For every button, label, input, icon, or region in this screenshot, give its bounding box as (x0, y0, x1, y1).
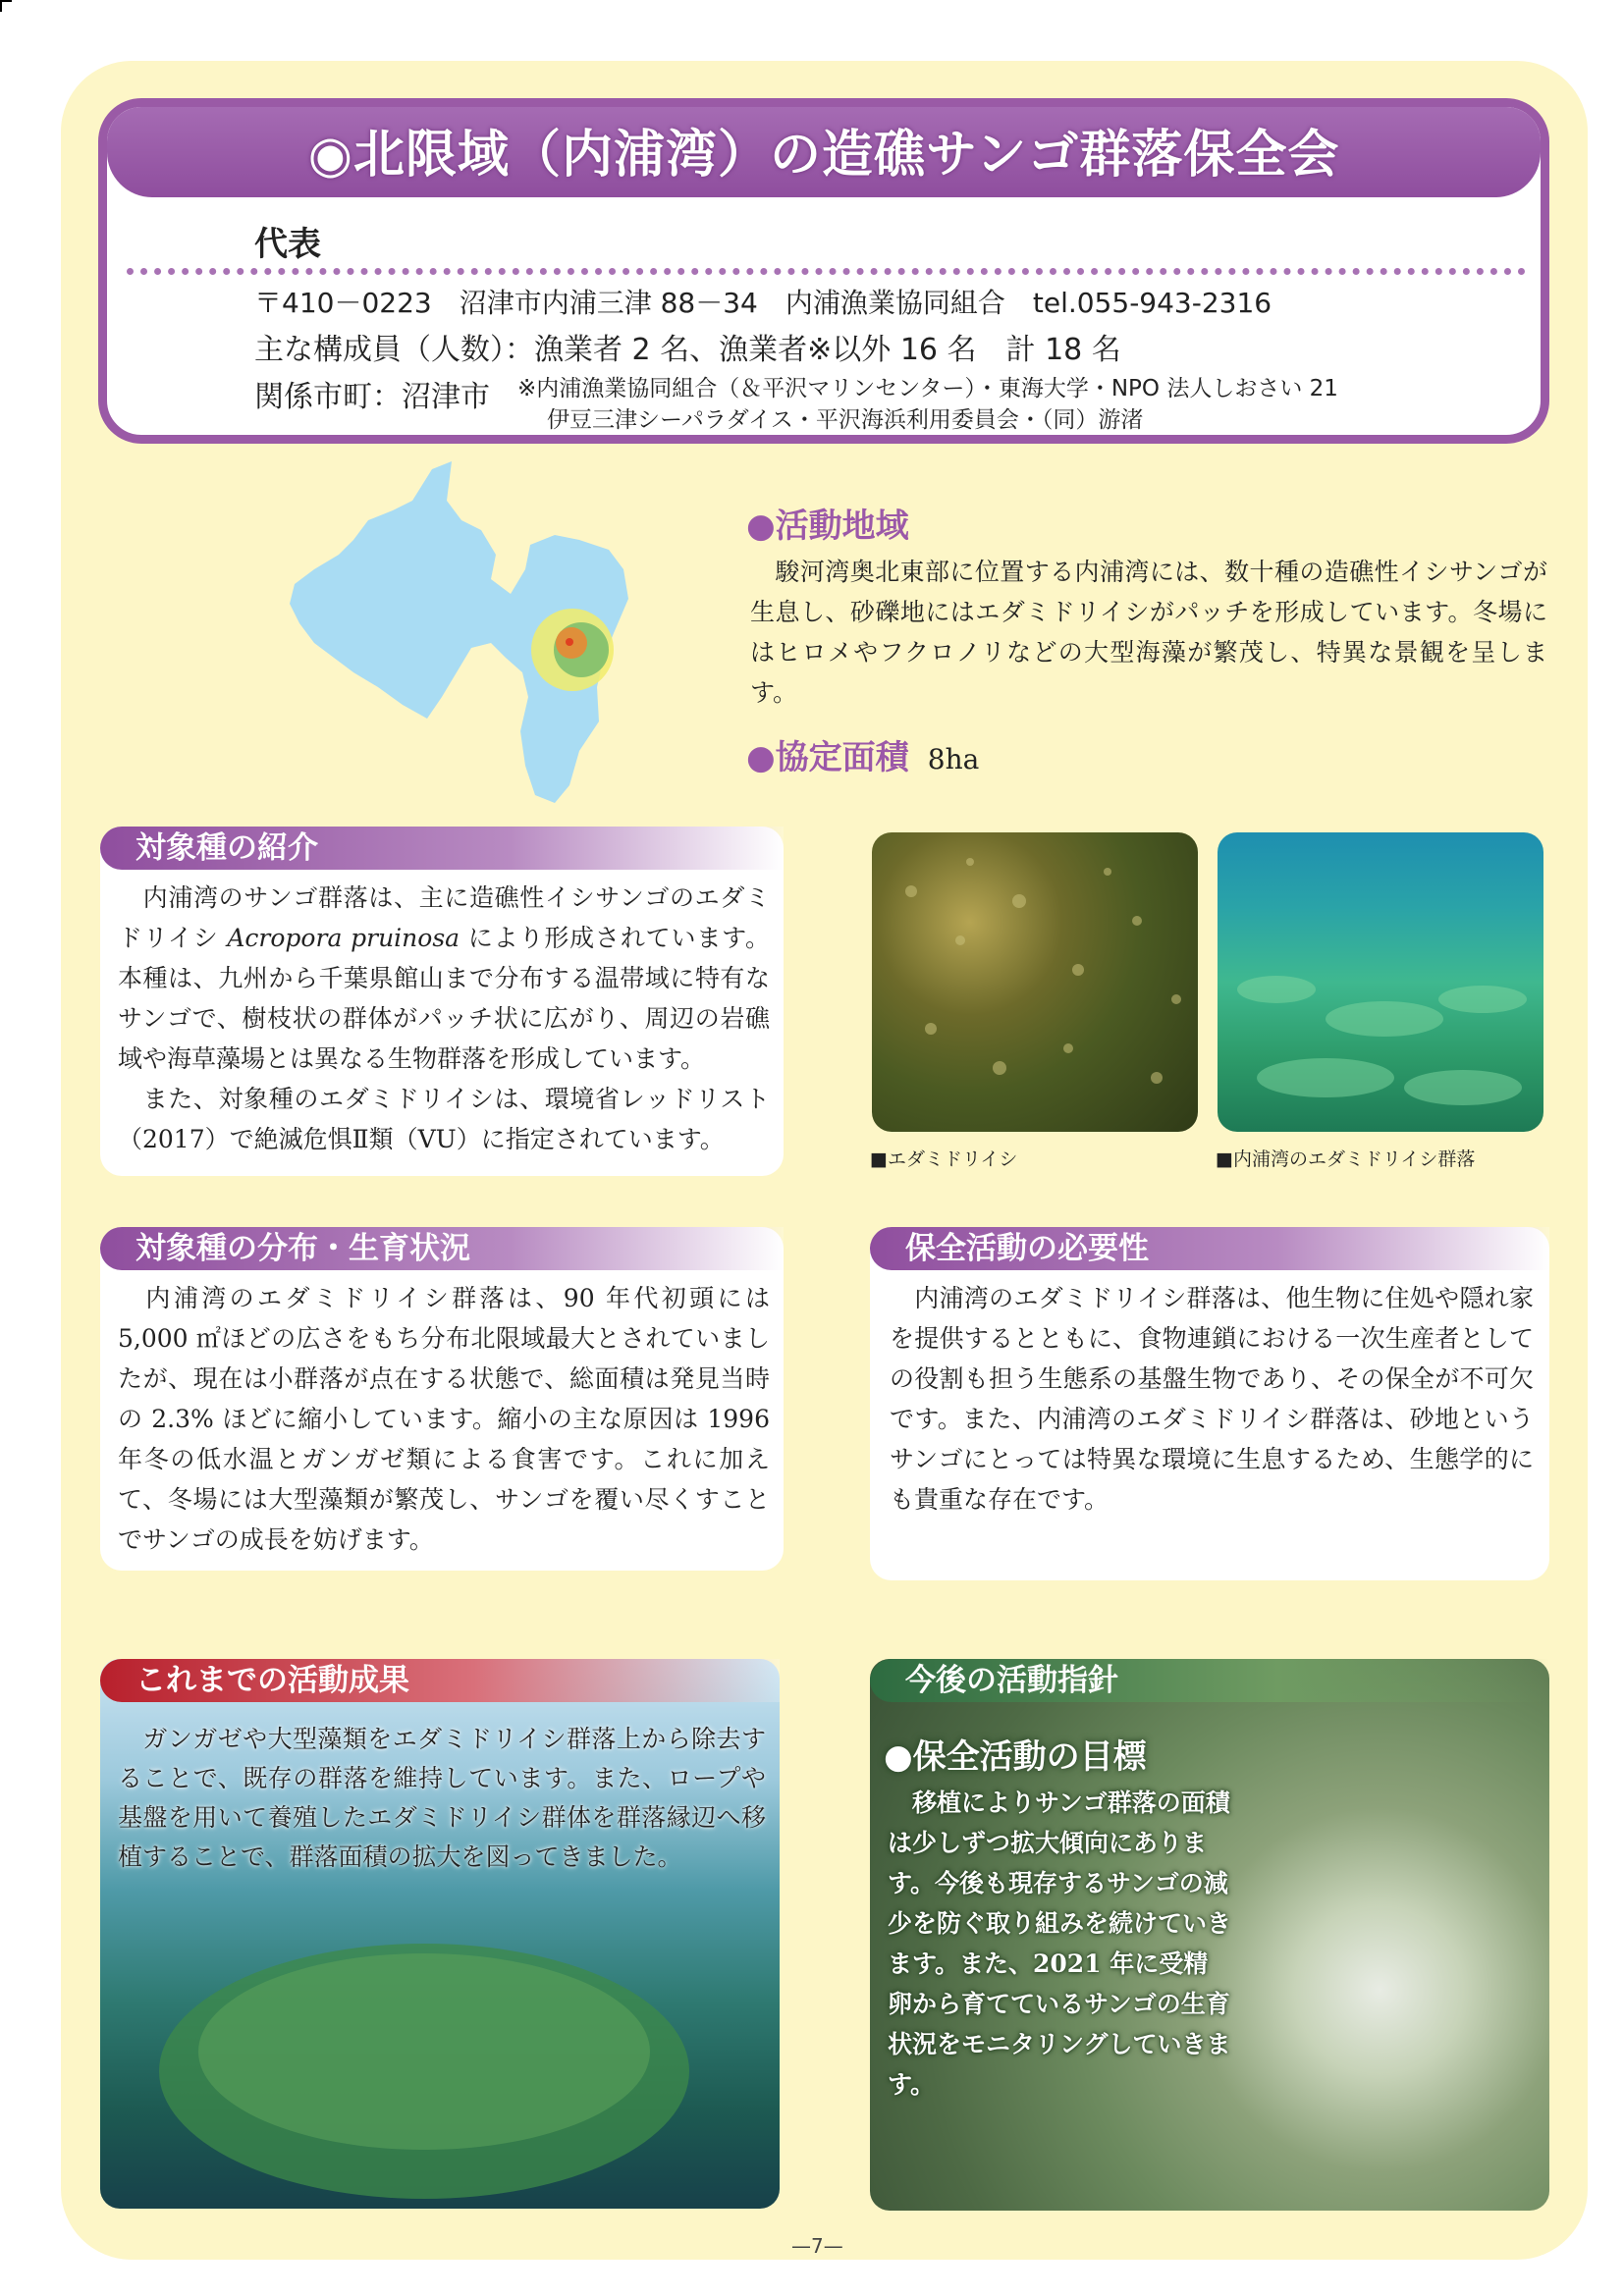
coral-photo-closeup (872, 832, 1198, 1132)
page-number: —7— (791, 2234, 843, 2258)
crop-mark (0, 0, 12, 12)
members-line: 主な構成員（人数）：漁業者 2 名、漁業者※以外 16 名 計 18 名 (254, 333, 1121, 367)
coral-colony-texture (1218, 832, 1543, 1132)
species-intro-heading: 対象種の紹介 (100, 827, 784, 870)
partners-line-2: 伊豆三津シーパラダイス・平沢海浜利用委員会・（同）游渚 (547, 407, 1144, 433)
photo-caption-2: ■内浦湾のエダミドリイシ群落 (1216, 1148, 1476, 1170)
species-intro-text-after: により形成されています。本種は、九州から千葉県館山まで分布する温帯域に特有なサンゴで、樹枝状の群体がパッチ状に広がり、周辺の岩礁域や海草藻場とは異なる生物群落を形成しています。 (118, 924, 770, 1073)
agreement-value: 8ha (927, 743, 980, 775)
future-heading: 今後の活動指針 (870, 1659, 1549, 1702)
agreement-heading: ●協定面積 (746, 738, 909, 777)
activity-area-heading: ●活動地域 (746, 507, 909, 546)
photo-caption-1: ■エダミドリイシ (870, 1148, 1018, 1170)
species-intro-text-before: 内浦湾のサンゴ群落は、主に造礁性イシサンゴのエダミドリイシ (118, 883, 770, 952)
future-goal-heading: ●保全活動の目標 (884, 1737, 1147, 1777)
scientific-name: Acropora pruinosa (227, 924, 460, 952)
header-box (98, 98, 1549, 444)
results-text: ガンガゼや大型藻類をエダミドリイシ群落上から除去することで、既存の群落を維持しています。また、ロープや基盤を用いて養殖したエダミドリイシ群体を群落縁辺へ移植することで、群落面積の拡大を図ってきました。 (118, 1725, 766, 1871)
results-heading: これまでの活動成果 (100, 1659, 780, 1702)
agreement-area (746, 730, 979, 778)
distribution-heading: 対象種の分布・生育状況 (100, 1227, 784, 1270)
address-line: 〒410－0223 沼津市内浦三津 88－34 内浦漁業協同組合 tel.055-943-2316 (254, 287, 1272, 319)
necessity-text: 内浦湾のエダミドリイシ群落は、他生物に住処や隠れ家を提供するとともに、食物連鎖における一次生産者としての役割も担う生態系の基盤生物であり、その保全が不可欠です。また、内浦湾のエダミドリイシ群落は、砂地というサンゴにとっては特異な環境に生息するため、生態学的にも貴重な存在です。 (890, 1284, 1534, 1514)
partners-line-1: ※内浦漁業協同組合（＆平沢マリンセンター）・東海大学・NPO 法人しおさい 21 (517, 376, 1338, 401)
location-marker-icon (566, 638, 573, 646)
necessity-heading: 保全活動の必要性 (870, 1227, 1549, 1270)
dotted-divider (127, 268, 1526, 275)
species-intro-text-2: また、対象種のエダミドリイシは、環境省レッドリスト（2017）で絶滅危惧Ⅱ類（VU）に指定されています。 (118, 1085, 770, 1153)
representative-label: 代表 (254, 225, 321, 264)
activity-area-text: 駿河湾奥北東部に位置する内浦湾には、数十種の造礁性イシサンゴが生息し、砂礫地にはエダミドリイシがパッチを形成しています。冬場にはヒロメやフクロノリなどの大型海藻が繁茂し、特異な景観を呈します。 (750, 558, 1547, 707)
species-intro-text (118, 878, 770, 1159)
distribution-text: 内浦湾のエダミドリイシ群落は、90 年代初頭には 5,000 ㎡ほどの広さをもち分布北限域最大とされていましたが、現在は小群落が点在する状態で、総面積は発見当時の 2.3% ほどに縮小しています。縮小の主な原因は 1996 年冬の低水温とガンガゼ類による食害です。これに加えて、冬場には大型藻類が繁茂し、サンゴを覆い尽くすことでサンゴの成長を妨げます。 (118, 1284, 770, 1554)
coral-branches-texture (872, 832, 1198, 1132)
future-text: 移植によりサンゴ群落の面積は少しずつ拡大傾向にあります。今後も現存するサンゴの減少を防ぐ取り組みを続けていきます。また、2021 年に受精卵から育てているサンゴの生育状況をモニタリングしていきます。 (888, 1789, 1232, 2099)
municipality-label: 関係市町：沼津市 (254, 380, 490, 414)
page-title: ◉北限域（内浦湾）の造礁サンゴ群落保全会 (307, 126, 1340, 185)
shizuoka-map (285, 461, 677, 815)
coral-photo-colony (1218, 832, 1543, 1132)
